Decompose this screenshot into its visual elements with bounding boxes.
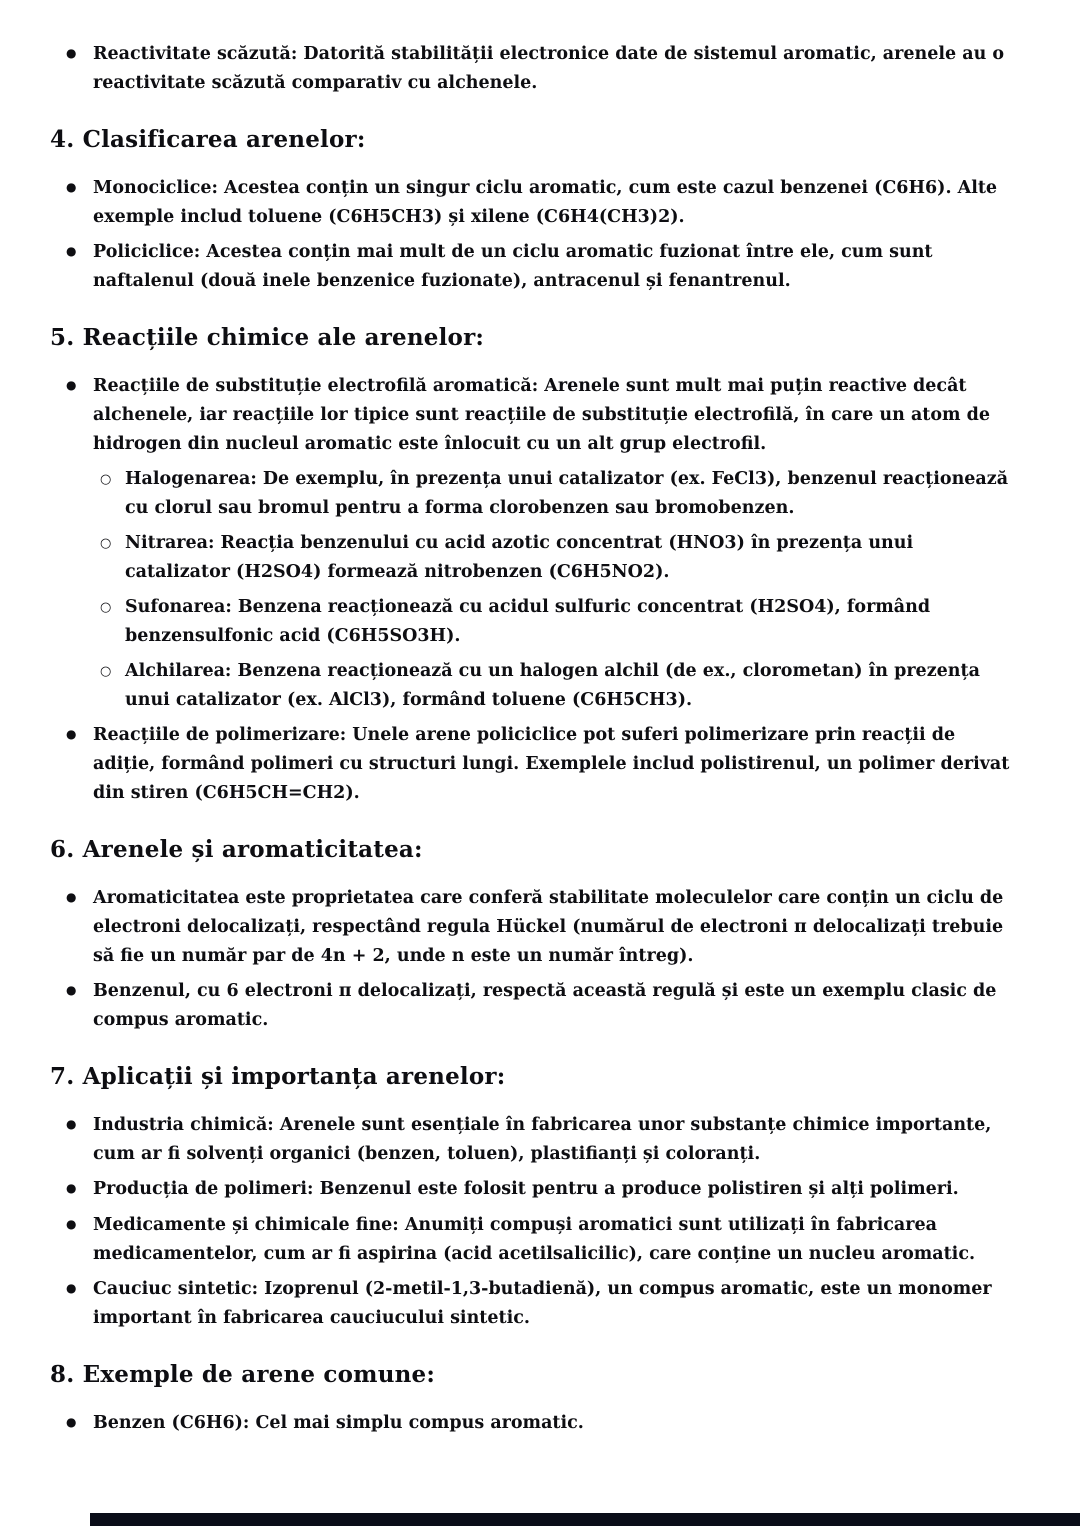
section (50, 125, 1022, 296)
bullet-icon (66, 40, 93, 70)
section-heading: 8. Exemple de arene comune: (50, 1361, 436, 1388)
list-item-text: Cauciuc sintetic: Izoprenul (2-metil-1,3-butadienă), un compus aromatic, este un monomer important în fabricarea cauciucului sintetic. (93, 1279, 992, 1328)
section (50, 835, 1022, 1035)
list-item-text: Monociclice: Acestea conțin un singur ciclu aromatic, cum este cazul benzenei (C6H6). Alte exemple includ toluene (C6H5CH3) și xilene (C6H4(CH3)2). (93, 178, 998, 227)
circle-bullet-icon (100, 593, 125, 623)
list-item (50, 1211, 1022, 1269)
section (50, 1062, 1022, 1333)
bullet-icon (66, 372, 93, 402)
list-item (50, 40, 1022, 98)
bullet-icon (66, 721, 93, 751)
list-item-text: Halogenarea: De exemplu, în prezența unui catalizator (ex. FeCl3), benzenul reacționează cu clorul sau bromul pentru a forma clorobenzen sau bromobenzen. (125, 469, 1009, 518)
list-item (50, 657, 1022, 715)
bullet-icon (66, 1275, 93, 1305)
circle-bullet-icon (100, 529, 125, 559)
bullet-icon (66, 1111, 93, 1141)
list-item (50, 721, 1022, 808)
list-item-text: Industria chimică: Arenele sunt esențiale în fabricarea unor substanțe chimice importante, cum ar fi solvenți organici (benzen, toluen), plastifianți și coloranți. (93, 1115, 992, 1164)
list-item-text: Sufonarea: Benzena reacționează cu acidul sulfuric concentrat (H2SO4), formând benzensulfonic acid (C6H5SO3H). (125, 597, 931, 646)
bullet-icon (66, 977, 93, 1007)
bullet-icon (66, 1409, 93, 1439)
list-item (50, 1275, 1022, 1333)
list-item-text: Policiclice: Acestea conțin mai mult de un ciclu aromatic fuzionat între ele, cum sunt naftalenul (două inele benzenice fuzionate), antracenul și fenantrenul. (93, 242, 933, 291)
list-item (50, 977, 1022, 1035)
section-heading: 4. Clasificarea arenelor: (50, 126, 366, 153)
section-heading: 6. Arenele și aromaticitatea: (50, 836, 423, 863)
list-item-text: Medicamente și chimicale fine: Anumiți compuși aromatici sunt utilizați în fabricarea medicamentelor, cum ar fi aspirina (acid acetilsalicilic), care conține un nucleu aromatic. (93, 1215, 976, 1264)
bullet-icon (66, 884, 93, 914)
circle-bullet-icon (100, 465, 125, 495)
section (50, 40, 1022, 98)
list-item (50, 884, 1022, 971)
circle-bullet-icon (100, 657, 125, 687)
list-item-text: Nitrarea: Reacția benzenului cu acid azotic concentrat (HNO3) în prezența unui catalizator (H2SO4) formează nitrobenzen (C6H5NO2). (125, 533, 914, 582)
list-item-text: Benzen (C6H6): Cel mai simplu compus aromatic. (93, 1413, 584, 1433)
list-item (50, 1175, 1022, 1205)
bullet-icon (66, 174, 93, 204)
list-item-text: Alchilarea: Benzena reacționează cu un halogen alchil (de ex., clorometan) în prezența unui catalizator (ex. AlCl3), formând toluene (C6H5CH3). (125, 661, 980, 710)
list-item (50, 174, 1022, 232)
list-item (50, 1409, 1022, 1439)
list-item-text: Producția de polimeri: Benzenul este folosit pentru a produce polistiren și alți polimeri. (93, 1179, 959, 1199)
bullet-icon (66, 1211, 93, 1241)
list-item-text: Benzenul, cu 6 electroni π delocalizați, respectă această regulă și este un exemplu clasic de compus aromatic. (93, 981, 997, 1030)
list-item-text: Aromaticitatea este proprietatea care conferă stabilitate moleculelor care conțin un ciclu de electroni delocalizați, respectând regula Hückel (numărul de electroni π delocalizați trebuie să fie un număr par de 4n + 2, unde n este un număr întreg). (93, 888, 1004, 966)
list-item (50, 465, 1022, 523)
list-item (50, 593, 1022, 651)
list-item (50, 238, 1022, 296)
section (50, 1360, 1022, 1439)
list-item-text: Reacțiile de substituție electrofilă aromatică: Arenele sunt mult mai puțin reactive decât alchenele, iar reacțiile lor tipice sunt reacțiile de substituție electrofilă, în care un atom de hidrogen din nucleul aromatic este înlocuit cu un alt grup electrofil. (93, 376, 991, 454)
list-item (50, 1111, 1022, 1169)
section-heading: 7. Aplicații și importanța arenelor: (50, 1063, 506, 1090)
section (50, 323, 1022, 808)
bottom-dark-bar (90, 1513, 1080, 1526)
section-heading: 5. Reacțiile chimice ale arenelor: (50, 324, 485, 351)
list-item (50, 372, 1022, 459)
bullet-icon (66, 1175, 93, 1205)
list-item-text: Reactivitate scăzută: Datorită stabilității electronice date de sistemul aromatic, arenele au o reactivitate scăzută comparativ cu alchenele. (93, 44, 1005, 93)
bullet-icon (66, 238, 93, 268)
list-item-text: Reacțiile de polimerizare: Unele arene policiclice pot suferi polimerizare prin reacții de adiție, formând polimeri cu structuri lungi. Exemplele includ polistirenul, un polimer derivat din stiren (C6H5CH=CH2). (93, 725, 1010, 803)
list-item (50, 529, 1022, 587)
